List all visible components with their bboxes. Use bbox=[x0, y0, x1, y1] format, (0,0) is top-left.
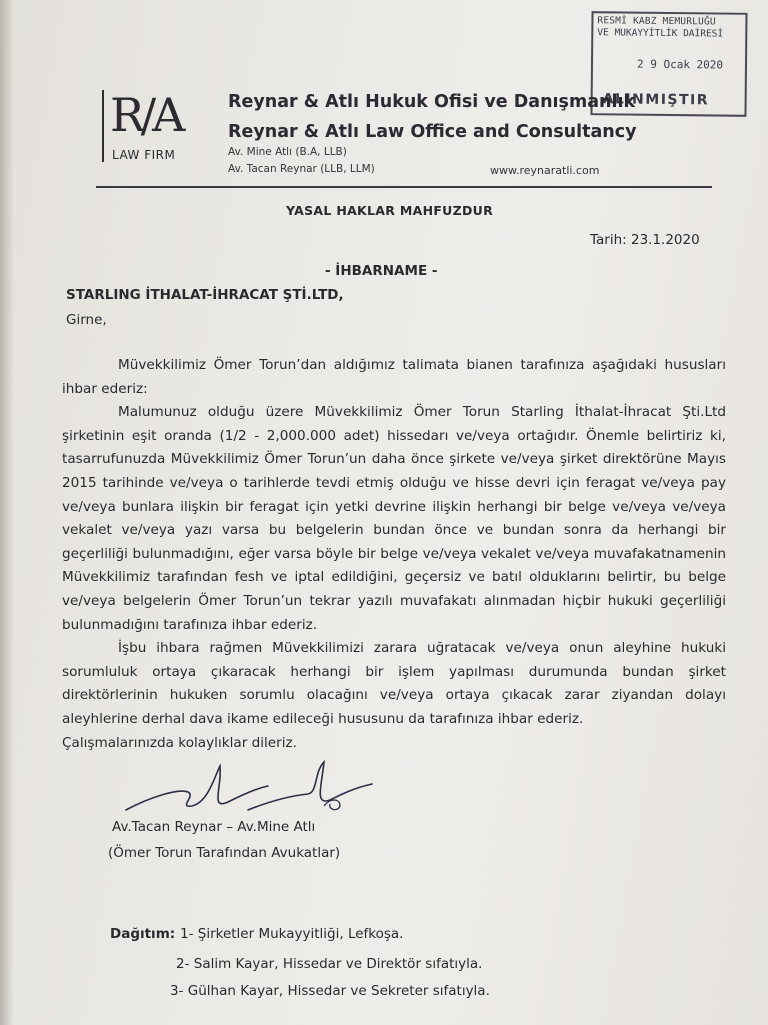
distribution-item-1: 1- Şirketler Mukayyitliği, Lefkoşa. bbox=[180, 926, 404, 942]
rights-reserved: YASAL HAKLAR MAHFUZDUR bbox=[286, 203, 494, 218]
header-divider bbox=[96, 186, 712, 188]
paragraph-warning: İşbu ihbara rağmen Müvekkilimizi zarara uğratacak ve/veya onun aleyhine hukuki sorumluluk ortaya çıkaracak herhangi bir işlem yapılması durumunda bundan şirket direktörlerinin hukuken sorumlu olacağını ve/veya ortaya çıkacak zarar ziyandan dolayı aleyhlerine derhal dava ikame edileceği hususunu da tarafınıza ihbar ederiz. bbox=[62, 640, 726, 727]
letter-date: Tarih: 23.1.2020 bbox=[590, 232, 700, 248]
logo-subtitle: LAW FIRM bbox=[112, 148, 176, 162]
law-firm-logo bbox=[102, 88, 206, 168]
recipient-company: STARLING İTHALAT-İHRACAT ŞTİ.LTD, bbox=[66, 287, 344, 303]
distribution-label: Dağıtım: bbox=[110, 926, 176, 942]
letter-body bbox=[62, 354, 726, 755]
logo-bar bbox=[102, 90, 104, 162]
recipient-city: Girne, bbox=[66, 312, 107, 328]
stamp-received: ALINMIŞTIR bbox=[602, 91, 710, 109]
logo-mark: R/A bbox=[110, 88, 182, 142]
page-shadow bbox=[0, 0, 14, 1025]
paragraph-closing: Çalışmalarınızda kolaylıklar dileriz. bbox=[62, 734, 297, 751]
stamp-line-2: VE MUKAYYİTLİK DAİRESİ bbox=[597, 27, 724, 40]
stamp-line-1: RESMİ KABZ MEMURLUĞU bbox=[597, 15, 716, 28]
handwritten-signature bbox=[118, 758, 388, 828]
document-title: - İHBARNAME - bbox=[325, 263, 438, 279]
lawyer-2: Av. Tacan Reynar (LLB, LLM) bbox=[228, 163, 375, 175]
distribution-item-2: 2- Salim Kayar, Hissedar ve Direktör sıfatıyla. bbox=[176, 956, 483, 972]
lawyer-1: Av. Mine Atlı (B.A, LLB) bbox=[228, 146, 347, 158]
firm-website: www.reynaratli.com bbox=[490, 164, 600, 177]
paragraph-intro: Müvekkilimiz Ömer Torun’dan aldığımız talimata bianen tarafınıza aşağıdaki hususları ihbar ederiz: bbox=[62, 357, 726, 397]
signatory-names: Av.Tacan Reynar – Av.Mine Atlı bbox=[112, 819, 316, 835]
paragraph-main: Malumunuz olduğu üzere Müvekkilimiz Ömer Torun Starling İthalat-İhracat Şti.Ltd şirketinin eşit oranda (1/2 - 2,000.000 adet) hissedarı ve/veya ortağıdır. Önemle belirtiriz ki, tasarrufunuzda Müvekkilimiz Ömer Torun’un daha önce şirkete ve/veya şirket direktörüne Mayıs 2015 tarihinde ve/veya o tarihlerde tevdi etmiş olduğu ve hisse devri için feragat ve/veya pay ve/veya bunlara ilişkin bir feragat için yetki devrine ilişkin herhangi bir belge ve/veya ve/veya vekalet ve/veya yazı varsa bu belgelerin bundan önce ve bundan sonra da herhangi bir geçerliliği bulunmadığını, eğer varsa böyle bir belge ve/veya vekalet ve/veya muvafakatnamenin Müvekkilimiz tarafından fesh ve iptal edildiğini, geçersiz ve batıl olduklarını belirtir, bu belge ve/veya belgelerin Ömer Torun’un tekrar yazılı muvafakatı alınmadan hiçbir hukuki geçerliliği bulunmadığını tarafınıza ihbar ederiz. bbox=[62, 404, 726, 633]
distribution-item-3: 3- Gülhan Kayar, Hissedar ve Sekreter sıfatıyla. bbox=[170, 983, 490, 999]
firm-name-tr: Reynar & Atlı Hukuk Ofisi ve Danışmanlık bbox=[228, 92, 636, 112]
stamp-date: 2 9 Ocak 2020 bbox=[636, 57, 724, 72]
firm-name-en: Reynar & Atlı Law Office and Consultancy bbox=[228, 122, 637, 142]
signatory-role: (Ömer Torun Tarafından Avukatlar) bbox=[108, 845, 341, 861]
